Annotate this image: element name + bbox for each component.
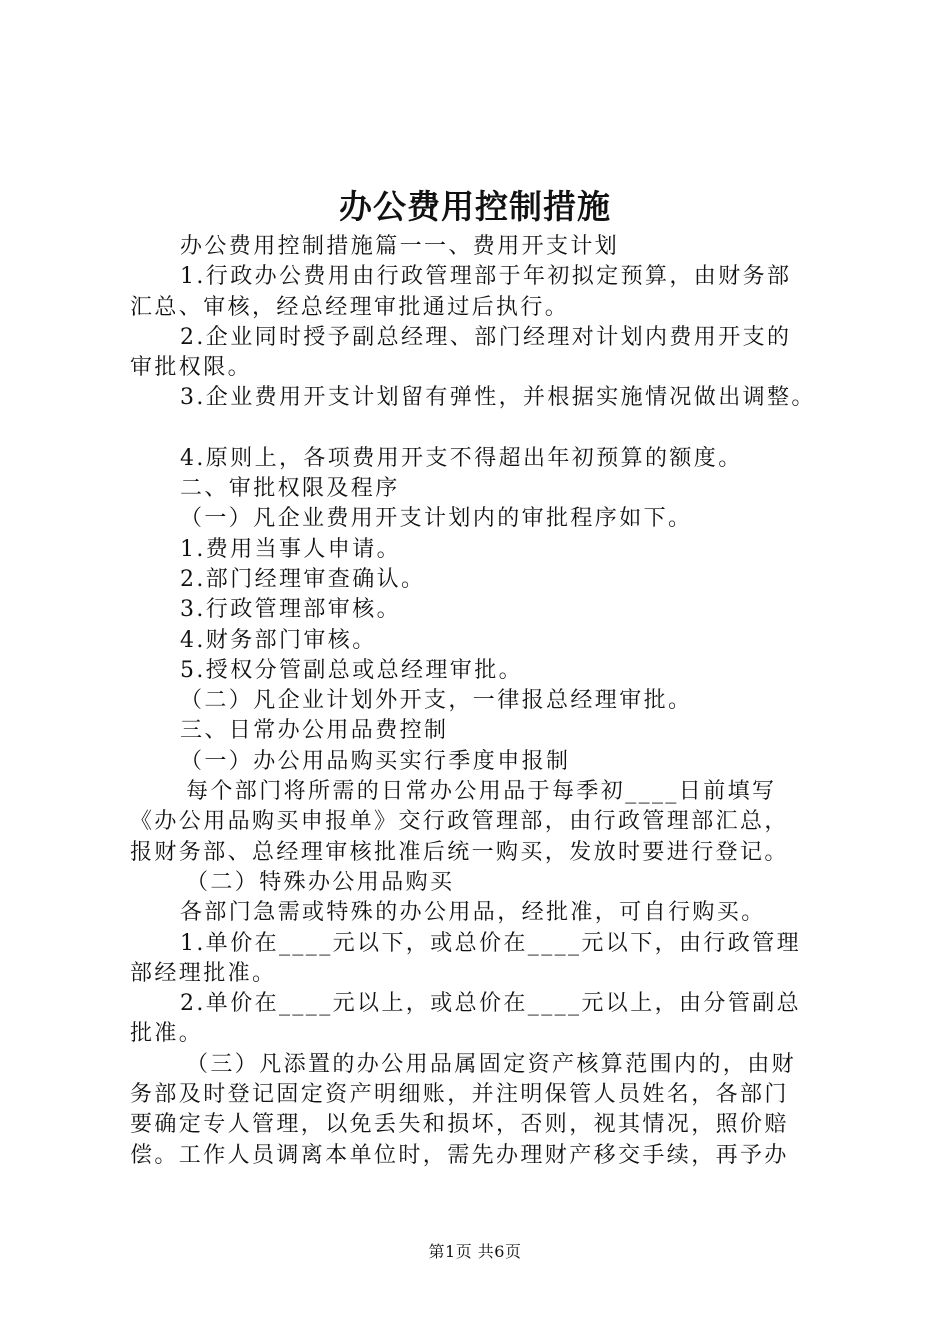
document-body	[130, 232, 830, 1171]
paragraph-line: 要确定专人管理，以免丢失和损坏，否则，视其情况，照价赔	[130, 1112, 789, 1138]
list-item: 2.部门经理审查确认。	[180, 566, 426, 592]
section-heading: 三、日常办公用品费控制	[180, 718, 449, 744]
paragraph-line: 1.行政办公费用由行政管理部于年初拟定预算，由财务部	[180, 264, 792, 290]
paragraph-line: 3.企业费用开支计划留有弹性，并根据实施情况做出调整。	[180, 385, 816, 411]
paragraph-line: 办公费用控制措施篇一一、费用开支计划	[180, 234, 620, 259]
section-heading: 二、审批权限及程序	[180, 476, 400, 502]
paragraph-line: （二）凡企业计划外开支，一律报总经理审批。	[180, 688, 693, 714]
paragraph-line: 务部及时登记固定资产明细账，并注明保管人员姓名，各部门	[130, 1082, 789, 1108]
paragraph-line: 偿。工作人员调离本单位时，需先办理财产移交手续，再予办	[130, 1142, 789, 1168]
paragraph-line: （三）凡添置的办公用品属固定资产核算范围内的，由财	[186, 1051, 797, 1077]
paragraph-line: （一）凡企业费用开支计划内的审批程序如下。	[180, 506, 693, 532]
list-item: 3.行政管理部审核。	[180, 597, 401, 623]
paragraph-line: 4.原则上，各项费用开支不得超出年初预算的额度。	[180, 445, 743, 471]
paragraph-line: 部经理批准。	[130, 960, 277, 986]
paragraph-line: 批准。	[130, 1021, 204, 1047]
paragraph-line: 2.企业同时授予副总经理、部门经理对计划内费用开支的	[180, 324, 792, 350]
paragraph-line: 各部门急需或特殊的办公用品，经批准，可自行购买。	[180, 900, 766, 926]
list-item: 5.授权分管副总或总经理审批。	[180, 657, 523, 683]
list-item: 1.单价在____元以下，或总价在____元以下，由行政管理	[180, 930, 801, 956]
subsection-heading: （二）特殊办公用品购买	[186, 869, 455, 895]
paragraph-gap	[130, 414, 830, 444]
paragraph-line: 《办公用品购买申报单》交行政管理部，由行政管理部汇总，	[130, 809, 789, 835]
page-number-footer: 第1页 共6页	[428, 1242, 522, 1261]
list-item: 2.单价在____元以上，或总价在____元以上，由分管副总	[180, 991, 801, 1017]
list-item: 1.费用当事人申请。	[180, 536, 401, 562]
document-title: 办公费用控制措施	[339, 187, 611, 226]
subsection-heading: （一）办公用品购买实行季度申报制	[180, 748, 571, 774]
paragraph-line: 每个部门将所需的日常办公用品于每季初____日前填写	[186, 779, 777, 805]
list-item: 4.财务部门审核。	[180, 627, 377, 653]
paragraph-line: 审批权限。	[130, 355, 253, 381]
paragraph-line: 汇总、审核，经总经理审批通过后执行。	[130, 294, 570, 320]
paragraph-line: 报财务部、总经理审核批准后统一购买，发放时要进行登记。	[130, 839, 789, 865]
